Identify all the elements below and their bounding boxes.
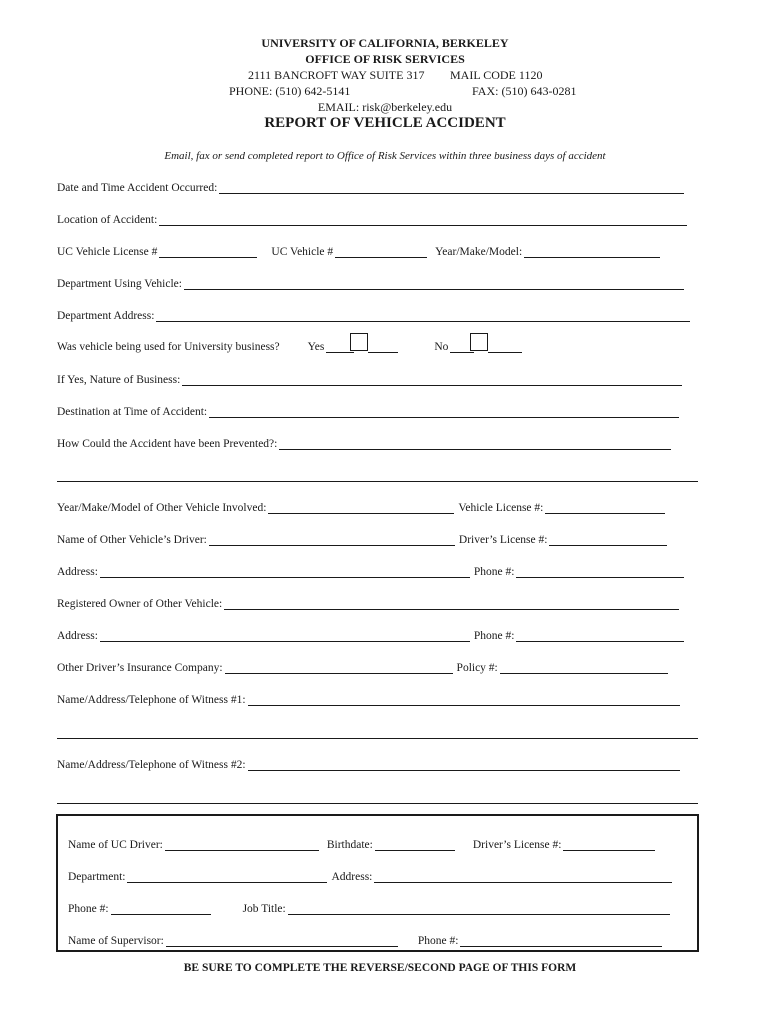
input-address-2[interactable] [100,629,470,642]
input-location[interactable] [159,213,687,226]
label-no: No [434,341,449,353]
input-birthdate[interactable] [375,838,455,851]
input-policy[interactable] [500,661,668,674]
street-address: 2111 BANCROFT WAY SUITE 317 [248,68,425,82]
label-supervisor: Name of Supervisor: [68,935,164,947]
field-witness-1 [57,693,684,706]
instructions: Email, fax or send completed report to Office of Risk Services within three business days of accident [164,150,606,162]
email-address: EMAIL: risk@berkeley.edu [317,100,453,114]
label-uc-driver-name: Name of UC Driver: [68,839,163,851]
input-department-address[interactable] [156,309,690,322]
field-other-vehicle [57,501,669,514]
field-insurance [57,661,672,674]
field-address-1 [57,565,688,578]
field-date-time [57,181,688,194]
input-nature-of-business[interactable] [182,373,682,386]
input-year-make-model[interactable] [524,245,660,258]
label-uc-drivers-license: Driver’s License #: [472,839,562,851]
field-department-using [57,277,688,290]
label-other-driver-name: Name of Other Vehicle’s Driver: [57,534,207,546]
field-uc-phone-row [68,902,674,915]
input-phone-1[interactable] [516,565,684,578]
form-title: REPORT OF VEHICLE ACCIDENT [264,115,506,131]
input-other-vehicle-ymm[interactable] [268,501,454,514]
input-witness-1[interactable] [248,693,680,706]
label-uc-vehicle-number: UC Vehicle # [271,246,334,258]
field-address-2 [57,629,688,642]
yes-checkbox[interactable] [350,333,368,351]
phone-number: PHONE: (510) 642-5141 [229,84,351,98]
input-other-drivers-license[interactable] [549,533,667,546]
input-uc-driver-name[interactable] [165,838,319,851]
witness-2-continuation-line[interactable] [57,803,698,804]
label-location: Location of Accident: [57,214,158,226]
label-other-vehicle-license: Vehicle License #: [458,502,544,514]
input-destination[interactable] [209,405,679,418]
label-uc-phone: Phone #: [68,903,109,915]
field-prevention [57,437,675,450]
input-supervisor[interactable] [166,934,398,947]
uc-driver-section [56,814,699,952]
input-date-time[interactable] [219,181,684,194]
input-witness-2[interactable] [248,758,680,771]
input-department-using[interactable] [184,277,684,290]
field-other-driver [57,533,671,546]
label-department-using: Department Using Vehicle: [57,278,182,290]
input-other-driver-name[interactable] [209,533,455,546]
input-uc-vehicle-number[interactable] [335,245,427,258]
label-insurance-company: Other Driver’s Insurance Company: [57,662,223,674]
label-supervisor-phone: Phone #: [417,935,459,947]
label-policy: Policy #: [456,662,498,674]
input-supervisor-phone[interactable] [460,934,662,947]
input-uc-vehicle-license[interactable] [159,245,257,258]
yes-line-right [368,340,398,353]
field-uc-vehicle-row [57,245,664,258]
input-uc-phone[interactable] [111,902,211,915]
address-row [0,67,770,83]
field-destination [57,405,683,418]
org-name: UNIVERSITY OF CALIFORNIA, BERKELEY [261,36,509,50]
field-nature-of-business [57,373,686,386]
input-job-title[interactable] [288,902,670,915]
field-uc-driver-row [68,838,659,851]
fax-number: FAX: (510) 643-0281 [472,84,577,98]
input-uc-address[interactable] [374,870,672,883]
label-birthdate: Birthdate: [326,839,373,851]
label-phone-2: Phone #: [473,630,515,642]
input-other-vehicle-license[interactable] [545,501,665,514]
prevention-continuation-line[interactable] [57,481,698,482]
field-department-address [57,309,694,322]
label-address-1: Address: [57,566,98,578]
field-location [57,213,691,226]
mail-code: MAIL CODE 1120 [450,68,543,82]
no-line-right [488,340,522,353]
field-registered-owner [57,597,683,610]
letterhead [0,35,770,115]
input-address-1[interactable] [100,565,470,578]
label-address-2: Address: [57,630,98,642]
label-witness-2: Name/Address/Telephone of Witness #2: [57,759,246,771]
field-uc-department-row [68,870,676,883]
input-uc-department[interactable] [127,870,327,883]
label-university-business: Was vehicle being used for University business? [57,341,280,353]
label-nature-of-business: If Yes, Nature of Business: [57,374,181,386]
field-university-business [57,333,526,353]
phone-fax-row [0,83,770,99]
label-date-time: Date and Time Accident Occurred: [57,182,218,194]
label-destination: Destination at Time of Accident: [57,406,208,418]
label-uc-address: Address: [331,871,373,883]
label-uc-vehicle-license: UC Vehicle License # [57,246,158,258]
witness-1-continuation-line[interactable] [57,738,698,739]
label-year-make-model: Year/Make/Model: [435,246,523,258]
label-prevention: How Could the Accident have been Prevented?: [57,438,278,450]
label-other-drivers-license: Driver’s License #: [458,534,548,546]
label-registered-owner: Registered Owner of Other Vehicle: [57,598,223,610]
input-prevention[interactable] [279,437,671,450]
label-uc-department: Department: [68,871,126,883]
label-job-title: Job Title: [242,903,286,915]
label-yes: Yes [307,341,325,353]
office-name: OFFICE OF RISK SERVICES [305,52,465,66]
no-checkbox[interactable] [470,333,488,351]
input-phone-2[interactable] [516,629,684,642]
input-registered-owner[interactable] [224,597,679,610]
label-witness-1: Name/Address/Telephone of Witness #1: [57,694,246,706]
footer-notice: BE SURE TO COMPLETE THE REVERSE/SECOND PAGE OF THIS FORM [183,962,577,974]
input-uc-drivers-license[interactable] [563,838,655,851]
label-department-address: Department Address: [57,310,155,322]
label-phone-1: Phone #: [473,566,515,578]
field-supervisor-row [68,934,666,947]
field-witness-2 [57,758,684,771]
label-other-vehicle-ymm: Year/Make/Model of Other Vehicle Involved: [57,502,267,514]
input-insurance-company[interactable] [225,661,453,674]
